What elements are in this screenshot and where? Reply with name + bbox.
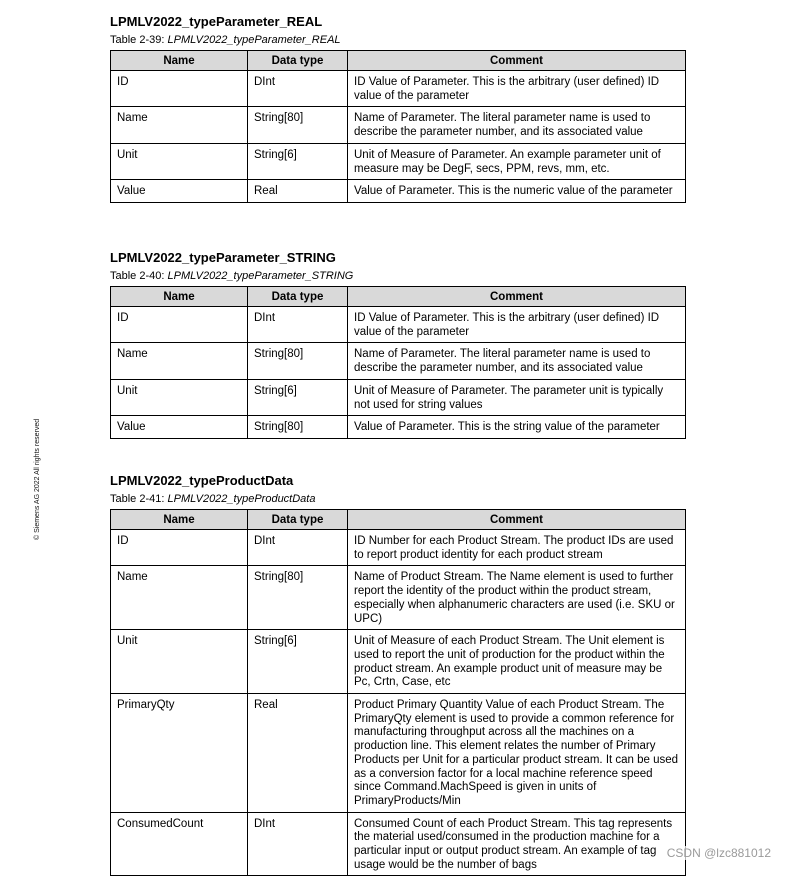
cell-name: Unit: [111, 630, 248, 694]
table-row: [111, 307, 686, 343]
cell-name: Value: [111, 416, 248, 439]
col-header-data-type: Data type: [248, 287, 348, 307]
cell-comment: Consumed Count of each Product Stream. This tag represents the material used/consumed in the production machine for a particular input or output product stream. An example of tag usage would be the number of bags: [348, 812, 686, 876]
section-title: LPMLV2022_typeParameter_STRING: [110, 250, 336, 265]
cell-type: String[80]: [248, 343, 348, 379]
col-header-data-type: Data type: [248, 51, 348, 71]
cell-name: PrimaryQty: [111, 694, 248, 813]
cell-type: String[80]: [248, 107, 348, 143]
cell-type: DInt: [248, 71, 348, 107]
table-row: [111, 107, 686, 143]
cell-name: ID: [111, 307, 248, 343]
cell-type: String[6]: [248, 630, 348, 694]
watermark: CSDN @lzc881012: [666, 846, 771, 860]
table-header-row: [111, 287, 686, 307]
cell-name: ID: [111, 530, 248, 566]
col-header-name: Name: [111, 51, 248, 71]
table-header-row: [111, 510, 686, 530]
cell-type: Real: [248, 180, 348, 203]
table-caption: Table 2-39: LPMLV2022_typeParameter_REAL: [110, 34, 341, 46]
table-row: [111, 630, 686, 694]
col-header-name: Name: [111, 287, 248, 307]
table-row: [111, 694, 686, 813]
cell-comment: Unit of Measure of each Product Stream. The Unit element is used to report the unit of production for the product within the product stream. An example product unit of measure may be Pc, Crtn, Case, etc: [348, 630, 686, 694]
col-header-comment: Comment: [348, 510, 686, 530]
cell-name: Name: [111, 107, 248, 143]
cell-name: ConsumedCount: [111, 812, 248, 876]
cell-type: String[6]: [248, 379, 348, 415]
copyright-notice: © Siemens AG 2022 All rights reserved: [34, 418, 41, 540]
cell-name: Unit: [111, 143, 248, 179]
table-header-row: [111, 51, 686, 71]
cell-comment: Name of Parameter. The literal parameter name is used to describe the parameter number, and its associated value: [348, 343, 686, 379]
col-header-data-type: Data type: [248, 510, 348, 530]
cell-type: DInt: [248, 812, 348, 876]
cell-name: Name: [111, 566, 248, 630]
table-row: [111, 812, 686, 876]
cell-name: Name: [111, 343, 248, 379]
table-row: [111, 566, 686, 630]
section-product-data: [110, 473, 686, 876]
section-title: LPMLV2022_typeProductData: [110, 473, 294, 488]
cell-comment: Product Primary Quantity Value of each Product Stream. The PrimaryQty element is used to provide a common reference for manufacturing throughput across all the machines on a production line. This element relates the number of Primary Products per Unit for a particular product stream. It can be used as a conversion factor for a local machine reference speed since Command.MachSpeed is given in units of PrimaryProducts/Min: [348, 694, 686, 813]
cell-comment: ID Value of Parameter. This is the arbitrary (user defined) ID value of the parameter: [348, 307, 686, 343]
product-data-table: [110, 509, 686, 876]
section-title: LPMLV2022_typeParameter_REAL: [110, 14, 323, 29]
cell-type: String[80]: [248, 416, 348, 439]
table-caption: Table 2-40: LPMLV2022_typeParameter_STRING: [110, 270, 354, 282]
cell-comment: Unit of Measure of Parameter. An example parameter unit of measure may be DegF, secs, PPM, revs, mm, etc.: [348, 143, 686, 179]
cell-type: DInt: [248, 530, 348, 566]
parameter-string-table: [110, 286, 686, 439]
table-caption: Table 2-41: LPMLV2022_typeProductData: [110, 493, 316, 505]
cell-name: Unit: [111, 379, 248, 415]
cell-comment: ID Number for each Product Stream. The product IDs are used to report product identity for each product stream: [348, 530, 686, 566]
cell-comment: Value of Parameter. This is the string value of the parameter: [348, 416, 686, 439]
cell-type: Real: [248, 694, 348, 813]
cell-comment: Name of Product Stream. The Name element is used to further report the identity of the product within the product stream, especially when alphanumeric characters are used (i.e. SKU or UPC): [348, 566, 686, 630]
table-row: [111, 343, 686, 379]
cell-comment: Value of Parameter. This is the numeric value of the parameter: [348, 180, 686, 203]
section-parameter-string: [110, 250, 686, 439]
table-row: [111, 379, 686, 415]
table-row: [111, 71, 686, 107]
cell-type: String[80]: [248, 566, 348, 630]
table-row: [111, 530, 686, 566]
cell-comment: Name of Parameter. The literal parameter name is used to describe the parameter number, and its associated value: [348, 107, 686, 143]
col-header-name: Name: [111, 510, 248, 530]
col-header-comment: Comment: [348, 51, 686, 71]
cell-name: ID: [111, 71, 248, 107]
cell-type: String[6]: [248, 143, 348, 179]
table-row: [111, 416, 686, 439]
cell-name: Value: [111, 180, 248, 203]
parameter-real-table: [110, 50, 686, 203]
col-header-comment: Comment: [348, 287, 686, 307]
table-row: [111, 180, 686, 203]
table-row: [111, 143, 686, 179]
cell-comment: ID Value of Parameter. This is the arbitrary (user defined) ID value of the parameter: [348, 71, 686, 107]
cell-comment: Unit of Measure of Parameter. The parameter unit is typically not used for string values: [348, 379, 686, 415]
cell-type: DInt: [248, 307, 348, 343]
section-parameter-real: [110, 14, 686, 203]
